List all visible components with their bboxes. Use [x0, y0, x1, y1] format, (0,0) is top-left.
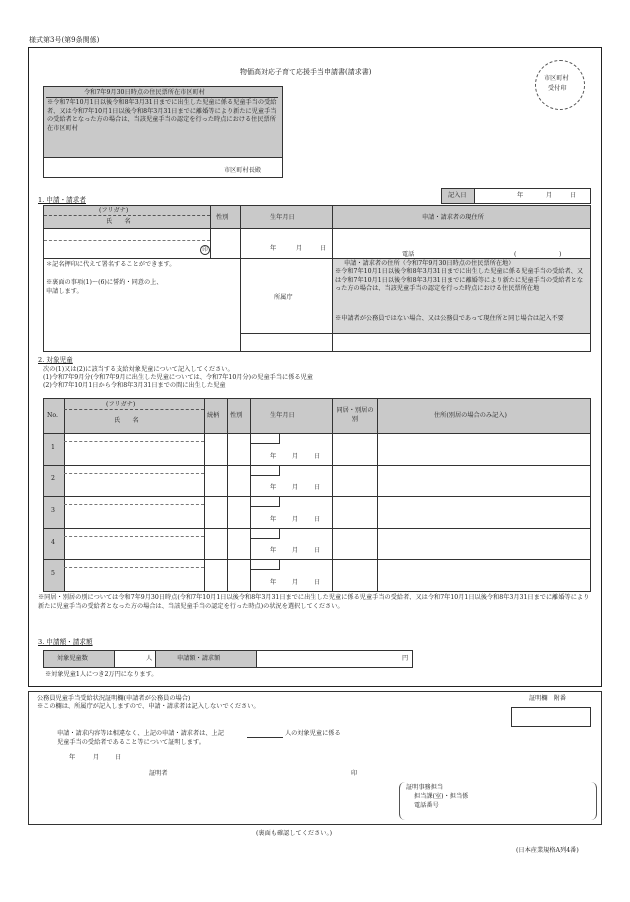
child-birth-day: 日 [314, 484, 321, 492]
child-row-number: 4 [51, 538, 55, 546]
child-row[interactable] [44, 496, 590, 528]
section2-intro2: (1)令和7年9月分(令和7年9月に出生した児童については、令和7年10月分)の児童手当に係る児童 [43, 374, 313, 381]
amount-table [43, 650, 413, 668]
children-table [43, 398, 591, 592]
section2-title: 2. 対象児童 [38, 356, 73, 364]
children-name-header: 氏 名 [114, 417, 139, 424]
children-address-header: 住所(別居の場合のみ記入) [434, 412, 507, 419]
certifier-label: 証明者 [149, 770, 168, 777]
applicant-birth-day: 日 [320, 245, 327, 252]
cert-ref-field[interactable] [511, 707, 591, 727]
cert-count-blank[interactable] [247, 737, 283, 738]
child-count-unit: 人 [146, 655, 153, 662]
stamp-line1: 市区町村 [544, 75, 569, 82]
applicant-birth-header: 生年月日 [270, 214, 295, 221]
child-row[interactable] [44, 559, 590, 591]
sign-note: ＊記名押印に代えて署名することができます。 [46, 261, 176, 268]
row-divider [44, 465, 590, 466]
furigana-divider [64, 536, 204, 537]
child-row-number: 5 [51, 570, 55, 578]
child-birth-month: 月 [292, 547, 299, 555]
children-gender-header: 性別 [230, 412, 243, 419]
contact-phone: 電話番号 [414, 802, 439, 809]
applicant-birth-year: 年 [270, 245, 277, 252]
child-birth-day: 日 [314, 578, 321, 586]
section2-intro3: (2)令和7年10月1日から令和8年3月31日までの間に出生した児童 [43, 382, 226, 389]
child-row-number: 3 [51, 506, 55, 514]
applicant-furigana-header: (フリガナ) [99, 207, 129, 214]
era-box[interactable] [251, 465, 280, 476]
section2-intro1: 次の(1)又は(2)に該当する支給対象児童について記入してください。 [43, 366, 234, 373]
entry-date-month: 月 [546, 192, 553, 199]
era-box[interactable] [251, 528, 280, 539]
cert-date-year: 年 [69, 754, 76, 761]
cert-title: 公務員児童手当受給状況証明欄(申請者が公務員の場合) [37, 695, 191, 702]
children-no-header: No. [47, 412, 58, 419]
section3-note: ※対象児童1人につき2万円になります。 [45, 671, 158, 678]
resident-header: 申請・請求者の住所（令和7年9月30日時点の住民票所在地） [344, 260, 515, 267]
child-row[interactable] [44, 528, 590, 560]
era-box[interactable] [251, 433, 280, 444]
amount-field[interactable] [257, 651, 412, 667]
resident-note1: ※令和7年10月1日以後令和8年3月31日までに出生した児童に係る児童手当の受給者、又は令和7年10月1日以後令和8年3月31日までに離婚等により新たに児童手当の受給者となった方の場合は、当該児童手当の認定を行った時点における住民票所在地 [335, 268, 584, 293]
certificate-box [28, 691, 602, 825]
seal-mark: 印 [200, 245, 210, 255]
amount-label: 申請額・請求額 [177, 655, 221, 662]
child-birth-month: 月 [292, 578, 299, 586]
section3-title: 3. 申請額・請求額 [38, 638, 93, 646]
child-birth-month: 月 [292, 515, 299, 523]
certifier-seal: 印 [351, 770, 358, 777]
section1-title: 1. 申請・請求者 [38, 196, 86, 204]
row-divider [44, 559, 590, 560]
pledge-note: ※裏面の事項(1)～(6)に誓約・同意の上、申請します。 [46, 279, 163, 295]
stamp-line2: 受付印 [548, 85, 567, 92]
resident-note2: ※申請者が公務員ではない場合、又は公務員であって現住所と同じ場合は記入不要 [335, 315, 564, 322]
cert-date-month: 月 [93, 754, 100, 761]
cert-body1-suffix: 人の対象児童に係る [285, 730, 341, 737]
child-birth-day: 日 [314, 547, 321, 555]
entry-date-label: 記入日 [448, 192, 467, 199]
applicant-birth-month: 月 [296, 245, 303, 252]
entry-date-box[interactable] [441, 188, 591, 204]
children-relation-header: 続柄 [207, 412, 220, 419]
child-birth-month: 月 [292, 452, 299, 460]
cert-body2: 児童手当の受給者であること等について証明します。 [57, 739, 205, 746]
amount-unit: 円 [402, 655, 409, 662]
phone-paren-open: ( [514, 251, 517, 258]
reception-stamp-circle [535, 60, 585, 110]
furigana-divider [64, 441, 204, 442]
cert-ref-label: 証明欄 附番 [529, 695, 567, 702]
contact-dept: 担当課(室)・担当係 [414, 793, 469, 800]
row-divider [44, 496, 590, 497]
applicant-table [43, 205, 591, 352]
children-birth-header: 生年月日 [270, 412, 295, 419]
child-row[interactable] [44, 465, 590, 497]
entry-date-year: 年 [517, 192, 524, 199]
child-birth-month: 月 [292, 484, 299, 492]
child-count-label: 対象児童数 [57, 655, 88, 662]
form-number: 様式第3号(第9条関係) [29, 36, 100, 44]
children-furigana-header: (フリガナ) [106, 401, 136, 408]
era-box[interactable] [251, 559, 280, 570]
furigana-divider [64, 504, 204, 505]
child-birth-year: 年 [270, 547, 277, 555]
municipality-box [43, 86, 283, 178]
child-birth-year: 年 [270, 484, 277, 492]
section2-footnote: ※同居・別居の別については令和7年9月30日時点(令和7年10月1日以後令和8年3月31日までに出生した児童に係る児童手当の受給者、又は令和7年10月1日以後令和8年3月31日までに離婚等により新たに児童手当の受給者となった方の場合は、当該児童手当の認定を行った時点)の状況を選択してください。 [38, 594, 590, 610]
municipality-note: ※令和7年10月1日以後令和8年3月31日までに出生した児童に係る児童手当の受給者、又は令和7年10月1日以後令和8年3月31日までに離婚等により新たに児童手当の受給者となった方の場合は、当該児童手当の認定を行った時点における住民票所在市区町村 [47, 99, 277, 133]
form-title: 物価高対応子育て応援手当申請書(請求書) [240, 68, 372, 76]
child-birth-year: 年 [270, 515, 277, 523]
child-birth-day: 日 [314, 515, 321, 523]
back-note: (裏面も確認してください。) [256, 830, 332, 837]
applicant-name-header: 氏 名 [106, 218, 131, 225]
divider [46, 97, 278, 98]
jis-standard: (日本産業規格A列4番) [516, 847, 579, 854]
cert-body1: 申請・請求内容等は相違なく、上記の申請・請求者は、上記 [57, 730, 224, 737]
row-divider [44, 528, 590, 529]
phone-label: 電話 [402, 251, 415, 258]
child-birth-day: 日 [314, 452, 321, 460]
phone-paren-close: ) [559, 251, 562, 258]
municipality-header: 令和7年9月30日時点の住民票所在市区町村 [84, 89, 205, 96]
furigana-divider [64, 473, 204, 474]
era-box[interactable] [251, 496, 280, 507]
contact-title: 証明事務担当 [406, 784, 444, 791]
cert-date-day: 日 [115, 754, 122, 761]
applicant-gender-header: 性別 [216, 214, 229, 221]
child-birth-year: 年 [270, 578, 277, 586]
child-row-number: 2 [51, 475, 55, 483]
furigana-divider [64, 567, 204, 568]
children-cohab-header: 同居・別居の別 [336, 407, 374, 423]
child-row-number: 1 [51, 443, 55, 451]
child-birth-year: 年 [270, 452, 277, 460]
affiliation-label: 所属庁 [274, 294, 293, 301]
entry-date-day: 日 [570, 192, 577, 199]
child-row[interactable] [44, 433, 590, 465]
cert-note: ※この欄は、所属庁が記入しますので、申請・請求者は記入しないでください。 [37, 703, 260, 710]
applicant-address-header: 申請・請求者の現住所 [422, 214, 484, 221]
mayor-label: 市区町村長殿 [224, 167, 262, 174]
